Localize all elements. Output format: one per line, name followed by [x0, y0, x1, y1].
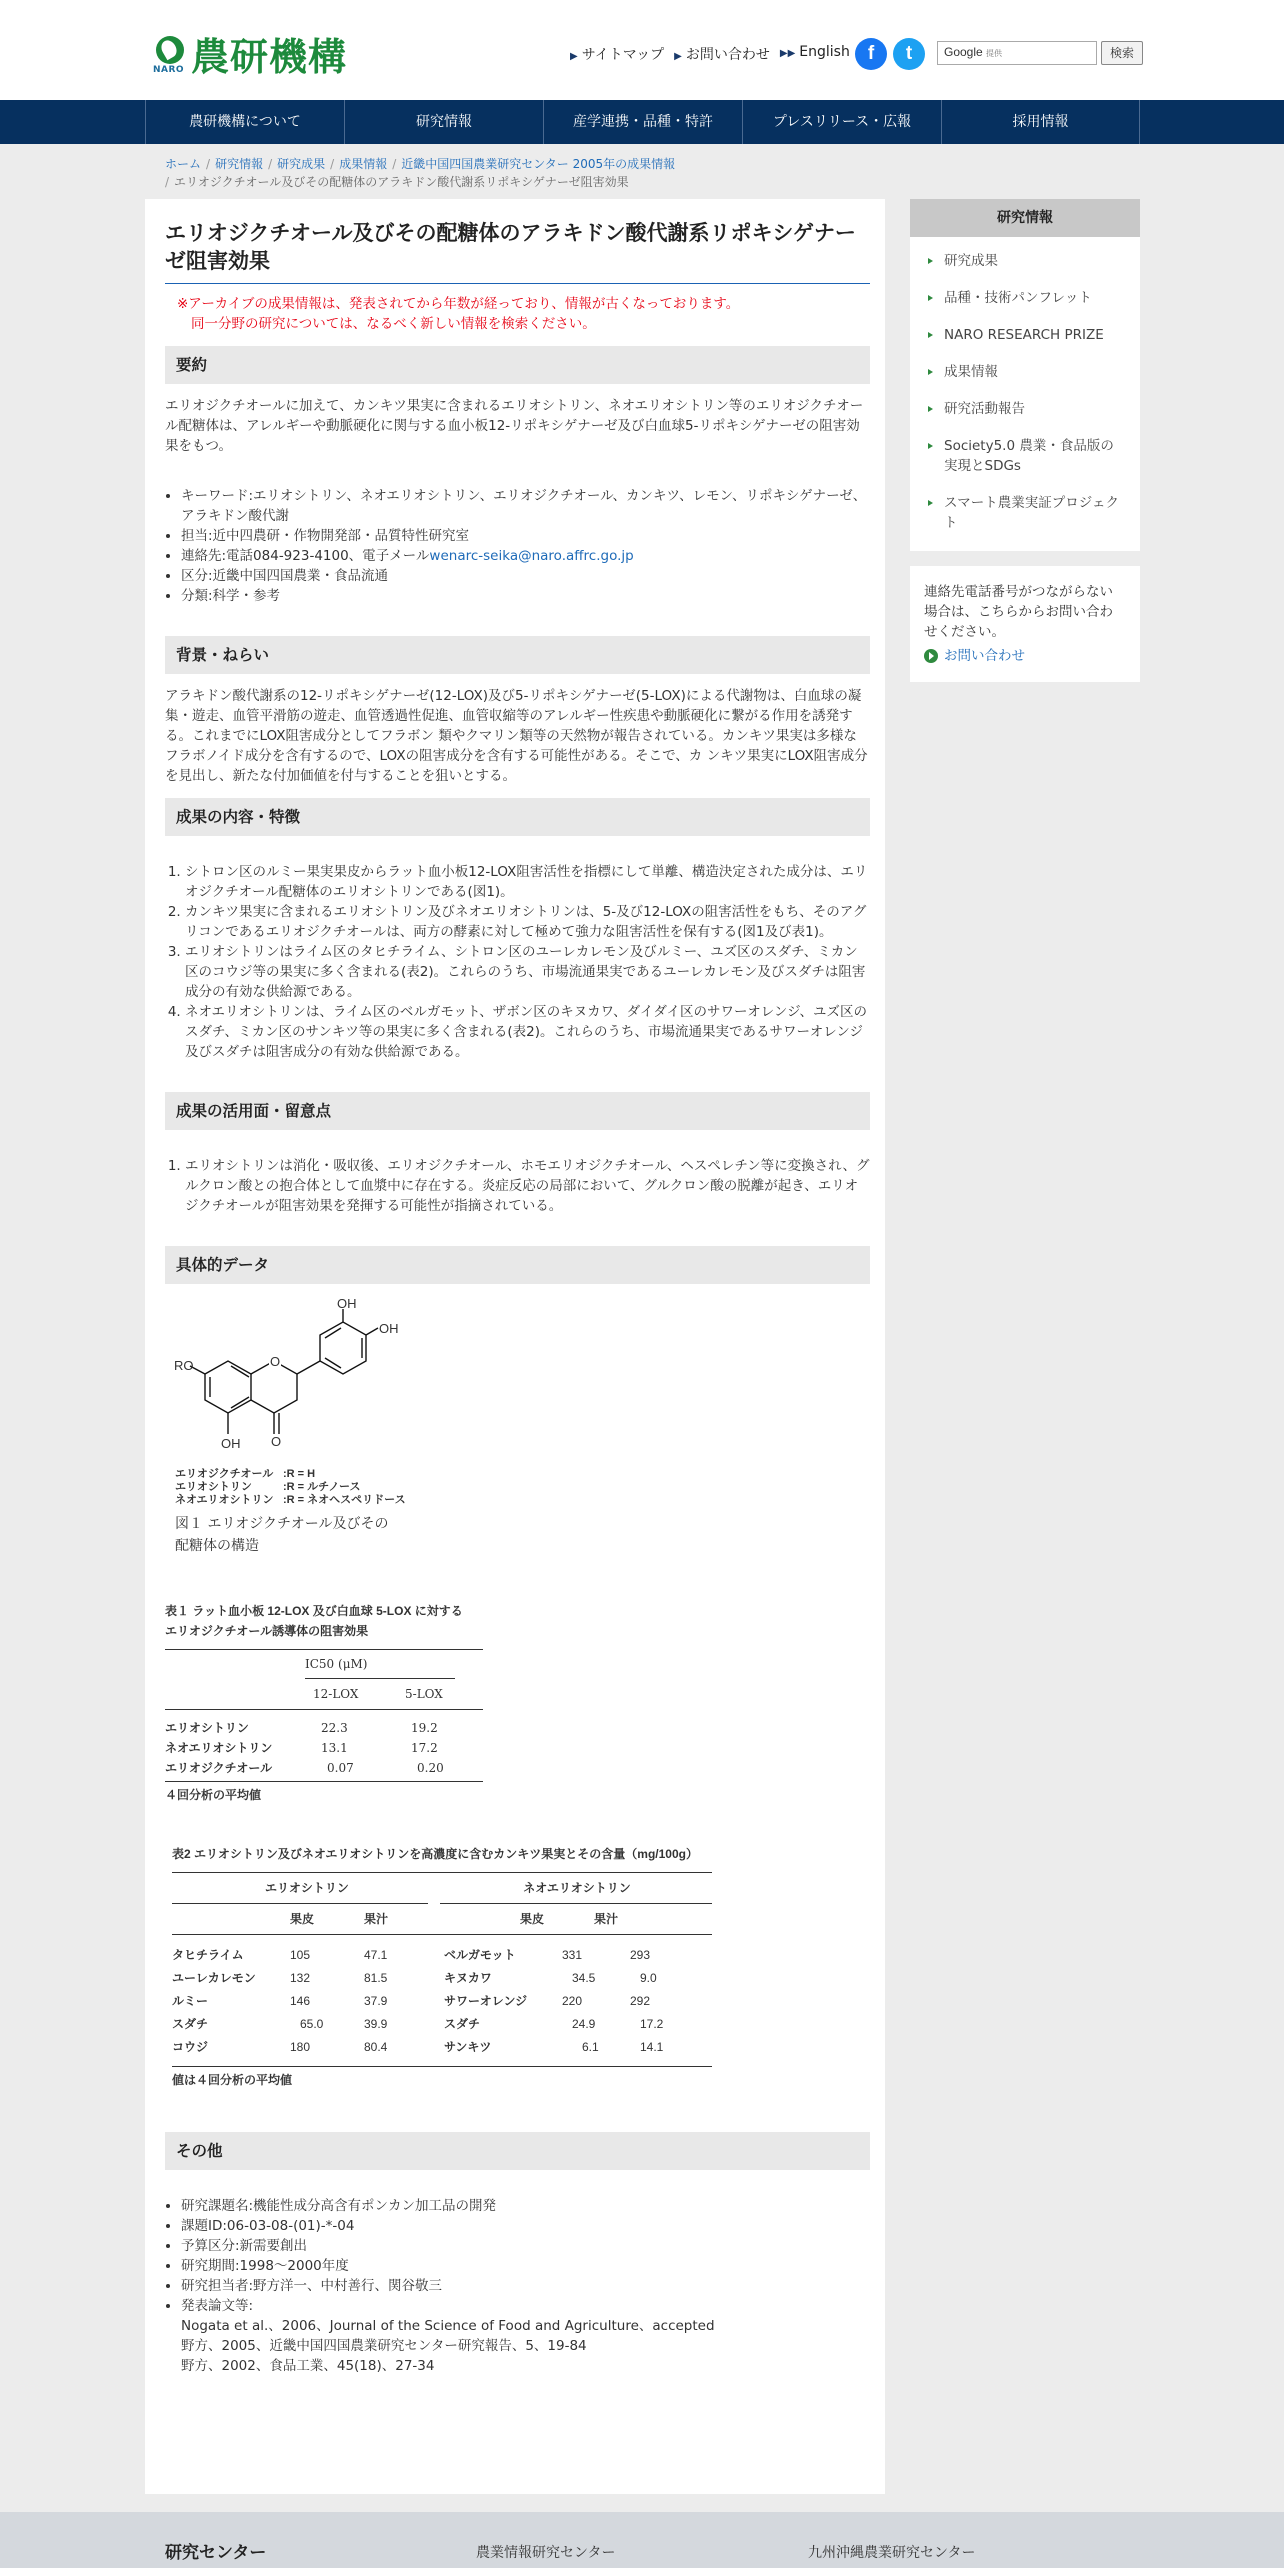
sidebar-item-society5[interactable]: Society5.0 農業・食品版の実現とSDGs	[928, 436, 1124, 476]
search-button[interactable]: 検索	[1101, 41, 1143, 65]
sidebar-item-pamphlets[interactable]: 品種・技術パンフレット	[928, 288, 1124, 308]
usage-list	[165, 1156, 870, 1216]
arrow-icon: ▶	[570, 51, 578, 62]
sidebar-item-smart-agri[interactable]: スマート農業実証プロジェクト	[928, 493, 1124, 533]
sidebar-title: 研究情報	[910, 199, 1140, 237]
list-item: • 研究期間:1998～2000年度	[181, 2256, 870, 2276]
section-background-heading: 背景・ねらい	[165, 636, 870, 674]
meta-list	[165, 486, 870, 606]
site-header	[0, 0, 1284, 100]
table-row: スダチ 65.0 39.9 スダチ 24.9 17.2	[172, 2016, 664, 2031]
fig1-legend: エリオジクチオール :R = H エリオシトリン :R = ルチノース ネオエリオシトリン :R = ネオヘスペリドース	[175, 1468, 406, 1506]
footer-link-info-center[interactable]: 農業情報研究センター	[476, 2545, 616, 2561]
site-search	[937, 41, 1143, 65]
crumb-seika[interactable]: 成果情報	[339, 157, 388, 171]
arrow-circle-icon	[924, 649, 938, 663]
crumb-year[interactable]: 近畿中国四国農業研究センター 2005年の成果情報	[401, 157, 676, 171]
breadcrumb: ホーム / 研究情報 / 研究成果 / 成果情報 / 近畿中国四国農業研究センター 2005年の成果情報 / エリオジクチオール及びその配糖体のアラキドン酸代謝系リポキシゲナーゼ阻害効果	[165, 157, 676, 189]
list-item: 1. エリオシトリンは消化・吸収後、エリオジクチオール、ホモエリオジクチオール、ヘスペレチン等に変換され、グルクロン酸との抱合体として血漿中に存在する。炎症反応の局部において、グルクロン酸の脱離が起き、エリオジクチオールが阻害効果を発揮する可能性が指摘されている。	[185, 1156, 870, 1216]
section-usage-heading: 成果の活用面・留意点	[165, 1092, 870, 1130]
list-item: • 予算区分:新需要創出	[181, 2236, 870, 2256]
table-row: コウジ 180 80.4 サンキツ 6.1 14.1	[172, 2039, 664, 2054]
sidebar	[910, 199, 1140, 682]
table2-caption: 表2 エリオシトリン及びネオエリオシトリンを高濃度に含むカンキツ果実とその含量（mg/100g）	[172, 1847, 698, 1861]
social-links	[855, 38, 925, 70]
list-item: 3. エリオシトリンはライム区のタヒチライム、シトロン区のユーレカレモン及びルミー、ユズ区のスダチ、ミカン区のコウジ等の果実に多く含まれる(表2)。これらのうち、市場流通果実であるユーレカレモン及びスダチは阻害成分の有効な供給源である。	[185, 942, 870, 1002]
list-item: 2. カンキツ果実に含まれるエリオシトリン及びネオエリオシトリンは、5-及び12-LOXの阻害活性をもち、そのアグリコンであるエリオジクチオールは、両方の酵素に対して極めて強力な阻害活性を保有する(図1及び表1)。	[185, 902, 870, 942]
nav-research[interactable]: 研究情報	[344, 100, 543, 144]
footer-link-kyushu[interactable]: 九州沖縄農業研究センター	[808, 2545, 976, 2561]
search-input[interactable]: Google 提供	[937, 41, 1097, 65]
figure-1: OH OH RO O O OH エリオジクチオール :R = H エリオシトリン :R = ルチノース ネオエリオシトリン :R = ネオヘスペリドース 図１ エリオジクチオール及びその 配糖体の構造	[165, 1296, 870, 1571]
crumb-research[interactable]: 研究情報	[215, 157, 264, 171]
results-list	[165, 862, 870, 1062]
crumb-home[interactable]: ホーム	[165, 157, 202, 171]
nav-about[interactable]: 農研機構について	[145, 100, 344, 144]
page-title: エリオジクチオール及びその配糖体のアラキドン酸代謝系リポキシゲナーゼ阻害効果	[165, 219, 870, 284]
table-row: エリオジクチオール 0.07 0.20	[165, 1761, 444, 1775]
crumb-results[interactable]: 研究成果	[277, 157, 326, 171]
arrow-icon: ▶	[674, 51, 682, 62]
list-item: 1. シトロン区のルミー果実果皮からラット血小板12-LOX阻害活性を指標にして単離、構造決定された成分は、エリオジクチオール配糖体のエリオシトリンである(図1)。	[185, 862, 870, 902]
list-item: 4. ネオエリオシトリンは、ライム区のベルガモット、ザボン区のキヌカワ、ダイダイ区のサワーオレンジ、ユズ区のスダチ、ミカン区のサンキツ等の果実に多く含まれる(表2)。これらのうち、市場流通果実であるサワーオレンジ及びスダチは阻害成分の有効な供給源である。	[185, 1002, 870, 1062]
footer	[0, 2512, 1284, 2568]
summary-text: エリオジクチオールに加えて、カンキツ果実に含まれるエリオシトリン、ネオエリオシトリン等のエリオジクチオール配糖体は、アレルギーや動脈硬化に関与する血小板12-リポキシゲナーゼ及び白血球5-リポキシゲナーゼの阻害効果をもつ。	[165, 398, 864, 454]
sidebar-item-prize[interactable]: NARO RESEARCH PRIZE	[928, 325, 1124, 345]
contact-us-link[interactable]: お問い合わせ	[924, 646, 1126, 666]
double-arrow-icon: ▶▶	[779, 48, 796, 59]
nav-press[interactable]: プレスリリース・広報	[742, 100, 941, 144]
naro-leaf-icon: NARO	[153, 34, 187, 74]
meta-owner: • 担当:近中四農研・作物開発部・品質特性研究室	[181, 526, 870, 546]
sidebar-item-research-results[interactable]: 研究成果	[928, 251, 1124, 271]
nav-recruit[interactable]: 採用情報	[941, 100, 1140, 144]
twitter-icon[interactable]: t	[893, 38, 925, 70]
sidebar-contact: 連絡先電話番号がつながらない場合は、こちらからお問い合わせください。 お問い合わせ	[910, 566, 1140, 682]
nav-collaboration[interactable]: 産学連携・品種・特許	[543, 100, 742, 144]
meta-category: • 分類:科学・参考	[181, 586, 870, 606]
crumb-current: エリオジクチオール及びその配糖体のアラキドン酸代謝系リポキシゲナーゼ阻害効果	[174, 175, 629, 189]
sitemap-link[interactable]: ▶ サイトマップ	[570, 47, 665, 63]
section-other-heading: その他	[165, 2132, 870, 2170]
sidebar-item-activity[interactable]: 研究活動報告	[928, 399, 1124, 419]
main-content	[145, 199, 885, 2494]
list-item: • 研究担当者:野方洋一、中村善行、関谷敬三	[181, 2276, 870, 2296]
list-item: • 発表論文等: Nogata et al.、2006、Journal of the Science of Food and Agriculture、accepted 野方、2005、近畿中国四国農業研究センター研究報告、5、19-84 野方、2002、食品工業、45(18)、27-34	[181, 2296, 870, 2376]
background-text: アラキドン酸代謝系の12-リポキシゲナーゼ(12-LOX)及び5-リポキシゲナーゼ(5-LOX)による代謝物は、白血球の凝集・遊走、血管平滑筋の遊走、血管透過性促進、血管収縮等のアレルギー性疾患や動脈硬化に繋がる作用を誘発する。これまでにLOX阻害成分としてフラボン 類やクマリン類等の天然物が報告されている。カンキツ果実は多様なフラボノイド成分を含有するので、LOXの阻害成分を含有する可能性がある。そこで、カ ンキツ果実にLOX阻害成分を見出し、新たな付加価値を付与することを狙いとする。	[165, 688, 868, 784]
footer-heading: 研究センター	[165, 2543, 267, 2563]
list-item: • 研究課題名:機能性成分高含有ポンカン加工品の開発	[181, 2196, 870, 2216]
other-list	[165, 2196, 870, 2376]
table-1: 表１ ラット血小板 12-LOX 及び白血球 5-LOX に対する エリオジクチオール誘導体の阻害効果 IC50 (μM) 12-LOX 5-LOX エリオシトリン 22.3 19.2 ネオエリオシトリン 13.1 17.2 エリオジクチオール 0.07 0.20 ４回分析の平均値	[165, 1601, 485, 1803]
section-summary-heading: 要約	[165, 346, 870, 384]
table-row: ネオエリオシトリン 13.1 17.2	[165, 1741, 438, 1755]
logo-text: 農研機構	[191, 35, 348, 79]
table-2: 表2 エリオシトリン及びネオエリオシトリンを高濃度に含むカンキツ果実とその含量（mg/100g） エリオシトリン ネオエリオシトリン 果皮 果汁 果皮 果汁 タヒチライム 105 47.1 ベルガモット 331 293 ユーレカレモン 132 81.5 キヌカワ 34.5 9.0 ルミー 146 37.9 サワーオレンジ 220 292 スダチ 65.0 39.9 スダチ 24.9 17.2 コウジ 180 80.4 サンキツ 6.1 14.1 値は４回分析の平均値	[172, 1845, 712, 2088]
table1-caption: 表１ ラット血小板 12-LOX 及び白血球 5-LOX に対する エリオジクチオール誘導体の阻害効果	[165, 1604, 463, 1638]
sidebar-item-seika[interactable]: 成果情報	[928, 362, 1124, 382]
table-row: エリオシトリン 22.3 19.2	[165, 1721, 438, 1735]
facebook-icon[interactable]: f	[855, 38, 887, 70]
meta-keywords: • キーワード:エリオシトリン、ネオエリオシトリン、エリオジクチオール、カンキツ、レモン、リポキシゲナーゼ、アラキドン酸代謝	[181, 486, 870, 526]
table-row: ルミー 146 37.9 サワーオレンジ 220 292	[172, 1993, 651, 2008]
global-nav	[0, 100, 1284, 144]
table-row: タヒチライム 105 47.1 ベルガモット 331 293	[172, 1947, 651, 1962]
archive-notice: ※アーカイブの成果情報は、発表されてから年数が経っており、情報が古くなっております。 同一分野の研究については、なるべく新しい情報を検索ください。	[177, 296, 740, 332]
contact-link[interactable]: ▶ お問い合わせ	[674, 47, 770, 63]
english-link[interactable]: ▶▶ English	[779, 44, 850, 60]
list-item: • 課題ID:06-03-08-(01)-*-04	[181, 2216, 870, 2236]
section-results-heading: 成果の内容・特徴	[165, 798, 870, 836]
table-row: ユーレカレモン 132 81.5 キヌカワ 34.5 9.0	[172, 1970, 657, 1985]
contact-email-link[interactable]: wenarc-seika@naro.affrc.go.jp	[429, 548, 634, 564]
fig1-caption: 図１ エリオジクチオール及びその 配糖体の構造	[175, 1516, 389, 1554]
naro-logo[interactable]	[153, 26, 347, 81]
section-data-heading: 具体的データ	[165, 1246, 870, 1284]
top-links	[570, 44, 850, 64]
meta-contact: • 連絡先:電話084-923-4100、電子メールwenarc-seika@naro.affrc.go.jp	[181, 546, 870, 566]
sidebar-menu	[910, 237, 1140, 551]
meta-division: • 区分:近畿中国四国農業・食品流通	[181, 566, 870, 586]
